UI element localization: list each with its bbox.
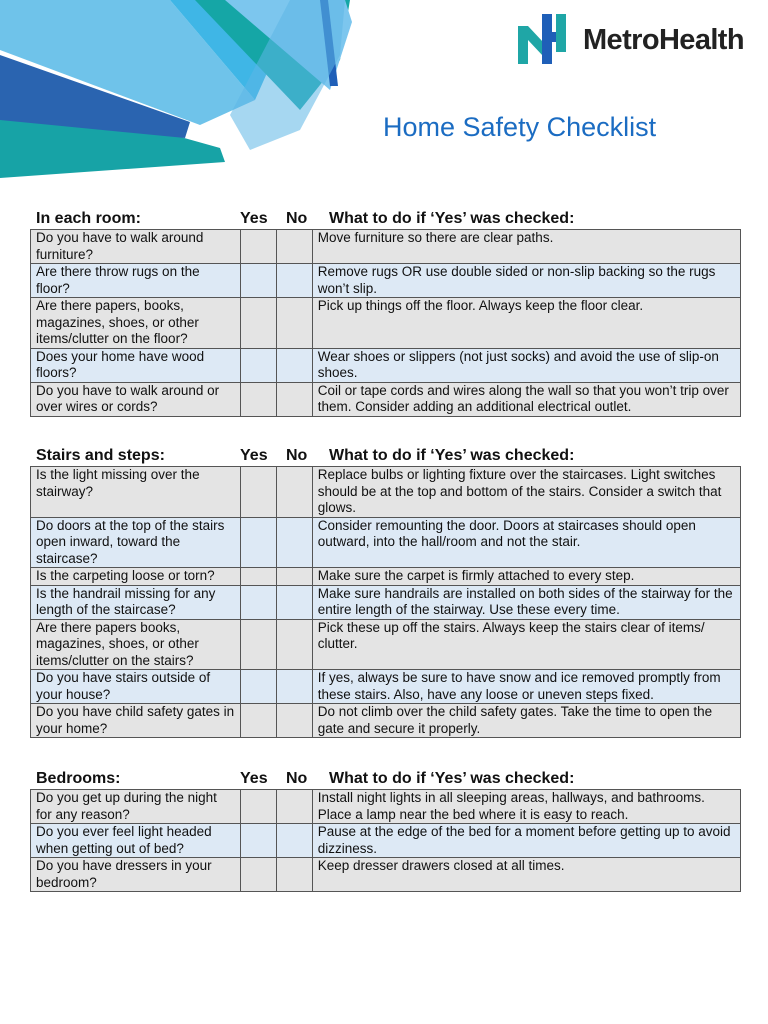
no-checkbox[interactable]: [276, 382, 312, 416]
yes-checkbox[interactable]: [241, 348, 277, 382]
section-heading: Stairs and steps:: [36, 447, 165, 464]
question-cell: Do you have child safety gates in your home?: [31, 704, 241, 738]
yes-column-header: Yes: [240, 447, 268, 464]
no-checkbox[interactable]: [276, 348, 312, 382]
logo-wordmark: MetroHealth: [583, 24, 744, 56]
section-bedrooms: [30, 769, 742, 892]
question-cell: Are there papers books, magazines, shoes, or other items/clutter on the stairs?: [31, 619, 241, 670]
header-banner-graphic: [0, 0, 360, 180]
checklist-row: [31, 264, 741, 298]
question-cell: Do you have dressers in your bedroom?: [31, 858, 241, 892]
question-cell: Do you get up during the night for any reason?: [31, 790, 241, 824]
action-cell: Wear shoes or slippers (not just socks) and avoid the use of slip-on shoes.: [312, 348, 740, 382]
yes-checkbox[interactable]: [241, 230, 277, 264]
section-header: [30, 769, 742, 789]
no-checkbox[interactable]: [276, 298, 312, 349]
yes-checkbox[interactable]: [241, 619, 277, 670]
action-cell: Consider remounting the door. Doors at staircases should open outward, into the hall/room and not the stair.: [312, 517, 740, 568]
action-cell: If yes, always be sure to have snow and ice removed promptly from these stairs. Also, have any loose or uneven steps fixed.: [312, 670, 740, 704]
no-checkbox[interactable]: [276, 790, 312, 824]
checklist-row: [31, 670, 741, 704]
yes-checkbox[interactable]: [241, 467, 277, 518]
section-heading: Bedrooms:: [36, 770, 121, 787]
yes-checkbox[interactable]: [241, 790, 277, 824]
question-cell: Does your home have wood floors?: [31, 348, 241, 382]
checklist-row: [31, 298, 741, 349]
no-checkbox[interactable]: [276, 568, 312, 586]
yes-checkbox[interactable]: [241, 517, 277, 568]
yes-checkbox[interactable]: [241, 264, 277, 298]
question-cell: Do doors at the top of the stairs open inward, toward the staircase?: [31, 517, 241, 568]
no-column-header: No: [286, 210, 308, 227]
checklist-row: [31, 517, 741, 568]
action-cell: Keep dresser drawers closed at all times.: [312, 858, 740, 892]
checklist-row: [31, 348, 741, 382]
checklist-row: [31, 619, 741, 670]
yes-column-header: Yes: [240, 770, 268, 787]
yes-checkbox[interactable]: [241, 670, 277, 704]
yes-checkbox[interactable]: [241, 585, 277, 619]
question-cell: Is the handrail missing for any length of the staircase?: [31, 585, 241, 619]
checklist-row: [31, 467, 741, 518]
no-checkbox[interactable]: [276, 858, 312, 892]
action-column-header: What to do if ‘Yes’ was checked:: [329, 447, 575, 464]
yes-checkbox[interactable]: [241, 568, 277, 586]
yes-checkbox[interactable]: [241, 858, 277, 892]
section-in-each-room: [30, 209, 742, 417]
question-cell: Are there throw rugs on the floor?: [31, 264, 241, 298]
checklist-row: [31, 824, 741, 858]
action-cell: Pause at the edge of the bed for a moment before getting up to avoid dizziness.: [312, 824, 740, 858]
no-checkbox[interactable]: [276, 230, 312, 264]
action-cell: Pick these up off the stairs. Always keep the stairs clear of items/ clutter.: [312, 619, 740, 670]
question-cell: Are there papers, books, magazines, shoes, or other items/clutter on the floor?: [31, 298, 241, 349]
yes-checkbox[interactable]: [241, 298, 277, 349]
checklist-row: [31, 704, 741, 738]
action-cell: Install night lights in all sleeping areas, hallways, and bathrooms. Place a lamp near the bed where it is easy to reach.: [312, 790, 740, 824]
no-checkbox[interactable]: [276, 619, 312, 670]
no-checkbox[interactable]: [276, 704, 312, 738]
checklist-row: [31, 382, 741, 416]
question-cell: Is the light missing over the stairway?: [31, 467, 241, 518]
action-cell: Coil or tape cords and wires along the wall so that you won’t trip over them. Consider adding an additional electrical outlet.: [312, 382, 740, 416]
checklist-row: [31, 790, 741, 824]
section-stairs-and-steps: [30, 446, 742, 738]
question-cell: Is the carpeting loose or torn?: [31, 568, 241, 586]
checklist-row: [31, 858, 741, 892]
page-title: Home Safety Checklist: [383, 112, 657, 142]
section-heading: In each room:: [36, 210, 141, 227]
section-header: [30, 209, 742, 229]
section-header: [30, 446, 742, 466]
question-cell: Do you have to walk around or over wires or cords?: [31, 382, 241, 416]
yes-column-header: Yes: [240, 210, 268, 227]
action-column-header: What to do if ‘Yes’ was checked:: [329, 770, 575, 787]
action-cell: Replace bulbs or lighting fixture over the staircases. Light switches should be at the top and bottom of the stairs. Consider a switch that glows.: [312, 467, 740, 518]
logo-mark-icon: [516, 12, 570, 66]
no-checkbox[interactable]: [276, 517, 312, 568]
checklist-table: [30, 229, 741, 417]
no-checkbox[interactable]: [276, 585, 312, 619]
checklist-row: [31, 585, 741, 619]
no-checkbox[interactable]: [276, 264, 312, 298]
metrohealth-logo: [516, 12, 756, 66]
action-cell: Make sure the carpet is firmly attached to every step.: [312, 568, 740, 586]
question-cell: Do you have to walk around furniture?: [31, 230, 241, 264]
no-checkbox[interactable]: [276, 467, 312, 518]
checklist-table: [30, 466, 741, 738]
action-cell: Remove rugs OR use double sided or non-slip backing so the rugs won’t slip.: [312, 264, 740, 298]
action-cell: Move furniture so there are clear paths.: [312, 230, 740, 264]
no-checkbox[interactable]: [276, 670, 312, 704]
yes-checkbox[interactable]: [241, 824, 277, 858]
checklist-table: [30, 789, 741, 892]
no-checkbox[interactable]: [276, 824, 312, 858]
question-cell: Do you ever feel light headed when getting out of bed?: [31, 824, 241, 858]
action-cell: Pick up things off the floor. Always keep the floor clear.: [312, 298, 740, 349]
no-column-header: No: [286, 447, 308, 464]
action-cell: Make sure handrails are installed on both sides of the stairway for the entire length of the stairway. Use these every time.: [312, 585, 740, 619]
yes-checkbox[interactable]: [241, 382, 277, 416]
action-cell: Do not climb over the child safety gates. Take the time to open the gate and secure it properly.: [312, 704, 740, 738]
yes-checkbox[interactable]: [241, 704, 277, 738]
action-column-header: What to do if ‘Yes’ was checked:: [329, 210, 575, 227]
question-cell: Do you have stairs outside of your house?: [31, 670, 241, 704]
no-column-header: No: [286, 770, 308, 787]
checklist-row: [31, 568, 741, 586]
checklist-row: [31, 230, 741, 264]
